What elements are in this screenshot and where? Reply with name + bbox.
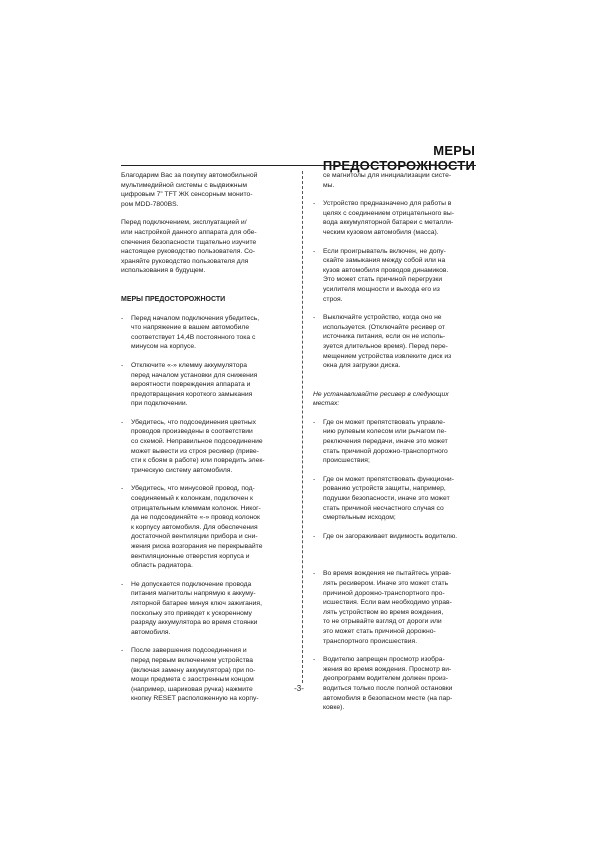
page-title: МЕРЫ ПРЕДОСТОРОЖНОСТИ — [322, 143, 475, 173]
text-line: Где он может препятствовать управле- — [323, 418, 446, 426]
text-line: автомобиля. — [131, 628, 171, 636]
text-line: смертельным исходом; — [323, 514, 396, 522]
text-line: мультимедийной системы с выдвижным — [121, 181, 247, 189]
text-line: Если проигрыватель включен, не допу- — [323, 247, 446, 255]
bullet-visibility: - Где он загораживает видимость водителю. — [313, 532, 476, 542]
bullet-voltage: - Перед началом подключения убедитесь, что напряжение в вашем автомобиле соответствует 14,4В постоянного тока с минусом на корпусе. — [121, 314, 293, 352]
text-line: может вывести из строя ресивер (приве- — [131, 447, 259, 455]
right-column — [313, 171, 476, 713]
text-line: храняйте руководство пользователя для — [121, 257, 249, 265]
text-line: местах: — [313, 400, 340, 408]
text-line: нию рулевым колесом или рычагом пе- — [323, 428, 447, 436]
text-line: реключения передачи, иначе это может — [323, 438, 448, 446]
text-line: жения во время вождения. Просмотр ви- — [323, 665, 452, 673]
text-line: Во время вождения не пытайтесь управ- — [323, 570, 452, 578]
text-line: вентиляционные отверстия корпуса и — [131, 552, 250, 560]
text-line: да не подсоединяйте «-» провод колонок — [131, 514, 261, 522]
bullet-power-off: - Выключайте устройство, когда оно не используется. (Отключайте ресивер от источника питания, если он не исполь- зуется длительное время). Перед пере- мещением устройства извлеките диск из окна для загрузки диска. — [313, 313, 476, 371]
text-line: причиной дорожно-транспортного про- — [323, 589, 445, 597]
text-line: минусом на корпусе. — [131, 343, 197, 351]
continued-text — [313, 171, 476, 190]
text-line: се магнитолы для инициализации систе- — [323, 172, 452, 179]
text-line: мы. — [323, 181, 335, 189]
bullet-wire-colors: - Убедитесь, что подсоединения цветных проводов произведены в соответствии со схемой. Неправильное подсоединение может вывести из строя ресивер (приве- сти к сбоям в работе) или повредить элек- трическую систему автомобиля. — [121, 418, 293, 476]
text-line: достаточной вентиляции прибора и сни- — [131, 533, 258, 541]
text-line: деопрограмм водителем должен произ- — [323, 675, 448, 683]
text-line: источника питания, если он не исполь- — [323, 333, 446, 341]
bullet-disconnect-terminal: - Отключите «-» клемму аккумулятора перед началом установки для снижения вероятности повреждения аппарата и предотвращения короткого замыкания при подключении. — [121, 361, 293, 409]
text-line: ковке). — [323, 704, 345, 712]
text-line: (включая замену аккумулятора) при по- — [131, 666, 256, 674]
text-line: лять ресивером. Иначе это может стать — [323, 580, 449, 587]
text-line: целях с соединением отрицательного вы- — [323, 209, 454, 217]
text-line: предотвращения короткого замыкания — [131, 390, 253, 398]
text-line: скайте замыкания между собой или на — [323, 257, 446, 265]
text-line: поскольку это приведет к ускоренному — [131, 609, 252, 617]
text-line: Убедитесь, что минусовой провод, под- — [131, 485, 255, 493]
text-line: соединяемый к колонкам, подключен к — [131, 495, 253, 503]
text-line: Перед началом подключения убедитесь, — [131, 314, 260, 322]
text-line: разряду аккумулятора во время стоянки — [131, 619, 258, 627]
text-line: ром MDD-7800BS. — [121, 200, 179, 208]
text-line: при подключении. — [131, 400, 188, 408]
bullet-reset: - После завершения подсоединения и перед первым включением устройства (включая замену аккумулятора) при по- мощи предмета с заостренным концом (например, шариковая ручка) нажмите кнопку RESET расположенную на корпу- — [121, 646, 293, 704]
text-line: строя. — [323, 295, 343, 303]
placement-warning-heading — [313, 390, 476, 409]
bullet-no-driving-control: - Во время вождения не пытайтесь управ- лять ресивером. Иначе это может стать причиной дорожно-транспортного про- исшествия. Если вам необходимо управ- лять устройством во время вождения, то не отрывайте взгляд от дороги или это может стать причиной дорожно- транспортного происшествия. — [313, 569, 476, 646]
text-line: спечения безопасности тщательно изучите — [121, 238, 257, 246]
bullet-airbag: - Где он может препятствовать функциони- рованию устройств защиты, например, подушки безопасности, иначе это может стать причиной несчастного случая со смертельным исходом; — [313, 475, 476, 523]
text-line: Благодарим Вас за покупку автомобильной — [121, 172, 258, 179]
text-line: соответствует 14,4В постоянного тока с — [131, 333, 256, 341]
text-line: Водителю запрещен просмотр изобра- — [323, 656, 445, 664]
bullet-negative-ground: - Устройство предназначено для работы в целях с соединением отрицательного вы- вода аккумуляторной батареи с металли- ческим кузовом автомобиля (масса). — [313, 199, 476, 237]
bullet-speaker-short: - Если проигрыватель включен, не допу- скайте замыкания между собой или на кузов автомобиля проводов динамиков. Это может стать причиной перегрузки усилителя мощности и выхода его из строя. — [313, 247, 476, 305]
left-column — [121, 171, 293, 704]
text-line: ляторной батарее минуя ключ зажигания, — [131, 599, 262, 607]
text-line: водиться только после полной остановки — [323, 684, 453, 692]
text-line: мещением устройства извлеките диск из — [323, 352, 452, 360]
text-line: Где он загораживает видимость водителю. — [323, 532, 458, 540]
text-line: то не отрывайте взгляд от дороги или — [323, 618, 442, 626]
title-rule — [121, 165, 476, 166]
text-line: перед началом установки для снижения — [131, 371, 258, 379]
text-line: ческим кузовом автомобиля (масса). — [323, 228, 439, 236]
text-line: автомобиля в безопасном месте (на пар- — [323, 694, 453, 702]
text-line: к корпусу автомобиля. Для обеспечения — [131, 523, 258, 531]
text-line: После завершения подсоединения и — [131, 647, 247, 655]
text-line: происшествия; — [323, 457, 370, 465]
text-line: мощи предмета с заостренным концом — [131, 676, 254, 684]
text-line: это может стать причиной дорожно- — [323, 627, 436, 635]
text-line: Убедитесь, что подсоединения цветных — [131, 418, 257, 426]
text-line: стать причиной несчастного случая со — [323, 504, 444, 512]
text-line: или настройкой данного аппарата для обе- — [121, 228, 257, 236]
text-line: Не устанавливайте ресивер в следующих — [313, 390, 449, 398]
text-line: Отключите «-» клемму аккумулятора — [131, 361, 247, 369]
text-line: вода аккумуляторной батареи с металли- — [323, 219, 454, 227]
column-divider — [302, 171, 303, 683]
text-line: Это может стать причиной перегрузки — [323, 276, 443, 284]
text-line: зуется длительное время). Перед пере- — [323, 342, 448, 350]
bullet-steering: - Где он может препятствовать управле- нию рулевым колесом или рычагом пе- реключения передачи, иначе это может стать причиной дорожно-транспортного происшествия; — [313, 418, 476, 466]
text-line: рованию устройств защиты, например, — [323, 485, 446, 493]
intro-paragraph-2 — [121, 218, 293, 276]
text-line: транспортного происшествия. — [323, 637, 418, 645]
text-line: кузов автомобиля проводов динамиков. — [323, 266, 449, 274]
text-line: область радиатора. — [131, 562, 193, 570]
text-line: стать причиной дорожно-транспортного — [323, 447, 448, 455]
text-line: Где он может препятствовать функциони- — [323, 475, 454, 483]
text-line: исшествия. Если вам необходимо управ- — [323, 599, 452, 607]
text-line: вероятности повреждения аппарата и — [131, 381, 251, 389]
section-heading: МЕРЫ ПРЕДОСТОРОЖНОСТИ — [121, 295, 226, 303]
bullet-speaker-ground: - Убедитесь, что минусовой провод, под- соединяемый к колонкам, подключен к отрицательным клеммам колонок. Никог- да не подсоединяйте «-» провод колонок к корпусу автомобиля. Для обеспечения достаточной вентиляции прибора и сни- жения риска возгорания не перекрывайте вентиляционные отверстия корпуса и область радиатора. — [121, 484, 293, 570]
text-line: перед первым включением устройства — [131, 656, 253, 664]
text-line: что напряжение в вашем автомобиле — [131, 324, 250, 332]
text-line: сти к сбоям в работе) или повредить элек- — [131, 457, 265, 465]
text-line: проводов произведены в соответствии — [131, 428, 253, 436]
text-line: настоящее руководство пользователя. Со- — [121, 248, 256, 256]
text-line: питания магнитолы напрямую к аккуму- — [131, 590, 256, 598]
text-line: Не допускается подключение провода — [131, 580, 252, 588]
text-line: Перед подключением, эксплуатацией и/ — [121, 219, 247, 227]
text-line: лять устройством во время вождения, — [323, 608, 444, 616]
text-line: окна для загрузки диска. — [323, 362, 401, 370]
intro-paragraph-1 — [121, 171, 293, 209]
text-line: используется. (Отключайте ресивер от — [323, 323, 445, 331]
bullet-power-wire: - Не допускается подключение провода питания магнитолы напрямую к аккуму- ляторной батарее минуя ключ зажигания, поскольку это приведет к ускоренному разряду аккумулятора во время стоянки автомобиля. — [121, 580, 293, 638]
text-line: жения риска возгорания не перекрывайте — [131, 543, 263, 550]
text-line: со схемой. Неправильное подсоединение — [131, 438, 263, 446]
text-line: цифровым 7” TFT ЖК сенсорным монито- — [121, 191, 253, 199]
text-line: трическую систему автомобиля. — [131, 466, 233, 474]
page-number: -3- — [294, 684, 304, 693]
text-line: Выключайте устройство, когда оно не — [323, 314, 442, 322]
text-line: Устройство предназначено для работы в — [323, 200, 452, 208]
text-line: (например, шариковая ручка) нажмите — [131, 685, 253, 693]
bullet-no-video-while-driving: - Водителю запрещен просмотр изобра- жения во время вождения. Просмотр ви- деопрограмм водителем должен произ- водиться только после полной остановки автомобиля в безопасном месте (на пар- ковке). — [313, 655, 476, 713]
text-line: кнопку RESET расположенную на корпу- — [131, 695, 259, 703]
text-line: усилителя мощности и выхода его из — [323, 285, 440, 293]
text-line: отрицательным клеммам колонок. Никог- — [131, 504, 261, 512]
text-line: использования в будущем. — [121, 267, 206, 275]
text-line: подушки безопасности, иначе это может — [323, 495, 450, 503]
